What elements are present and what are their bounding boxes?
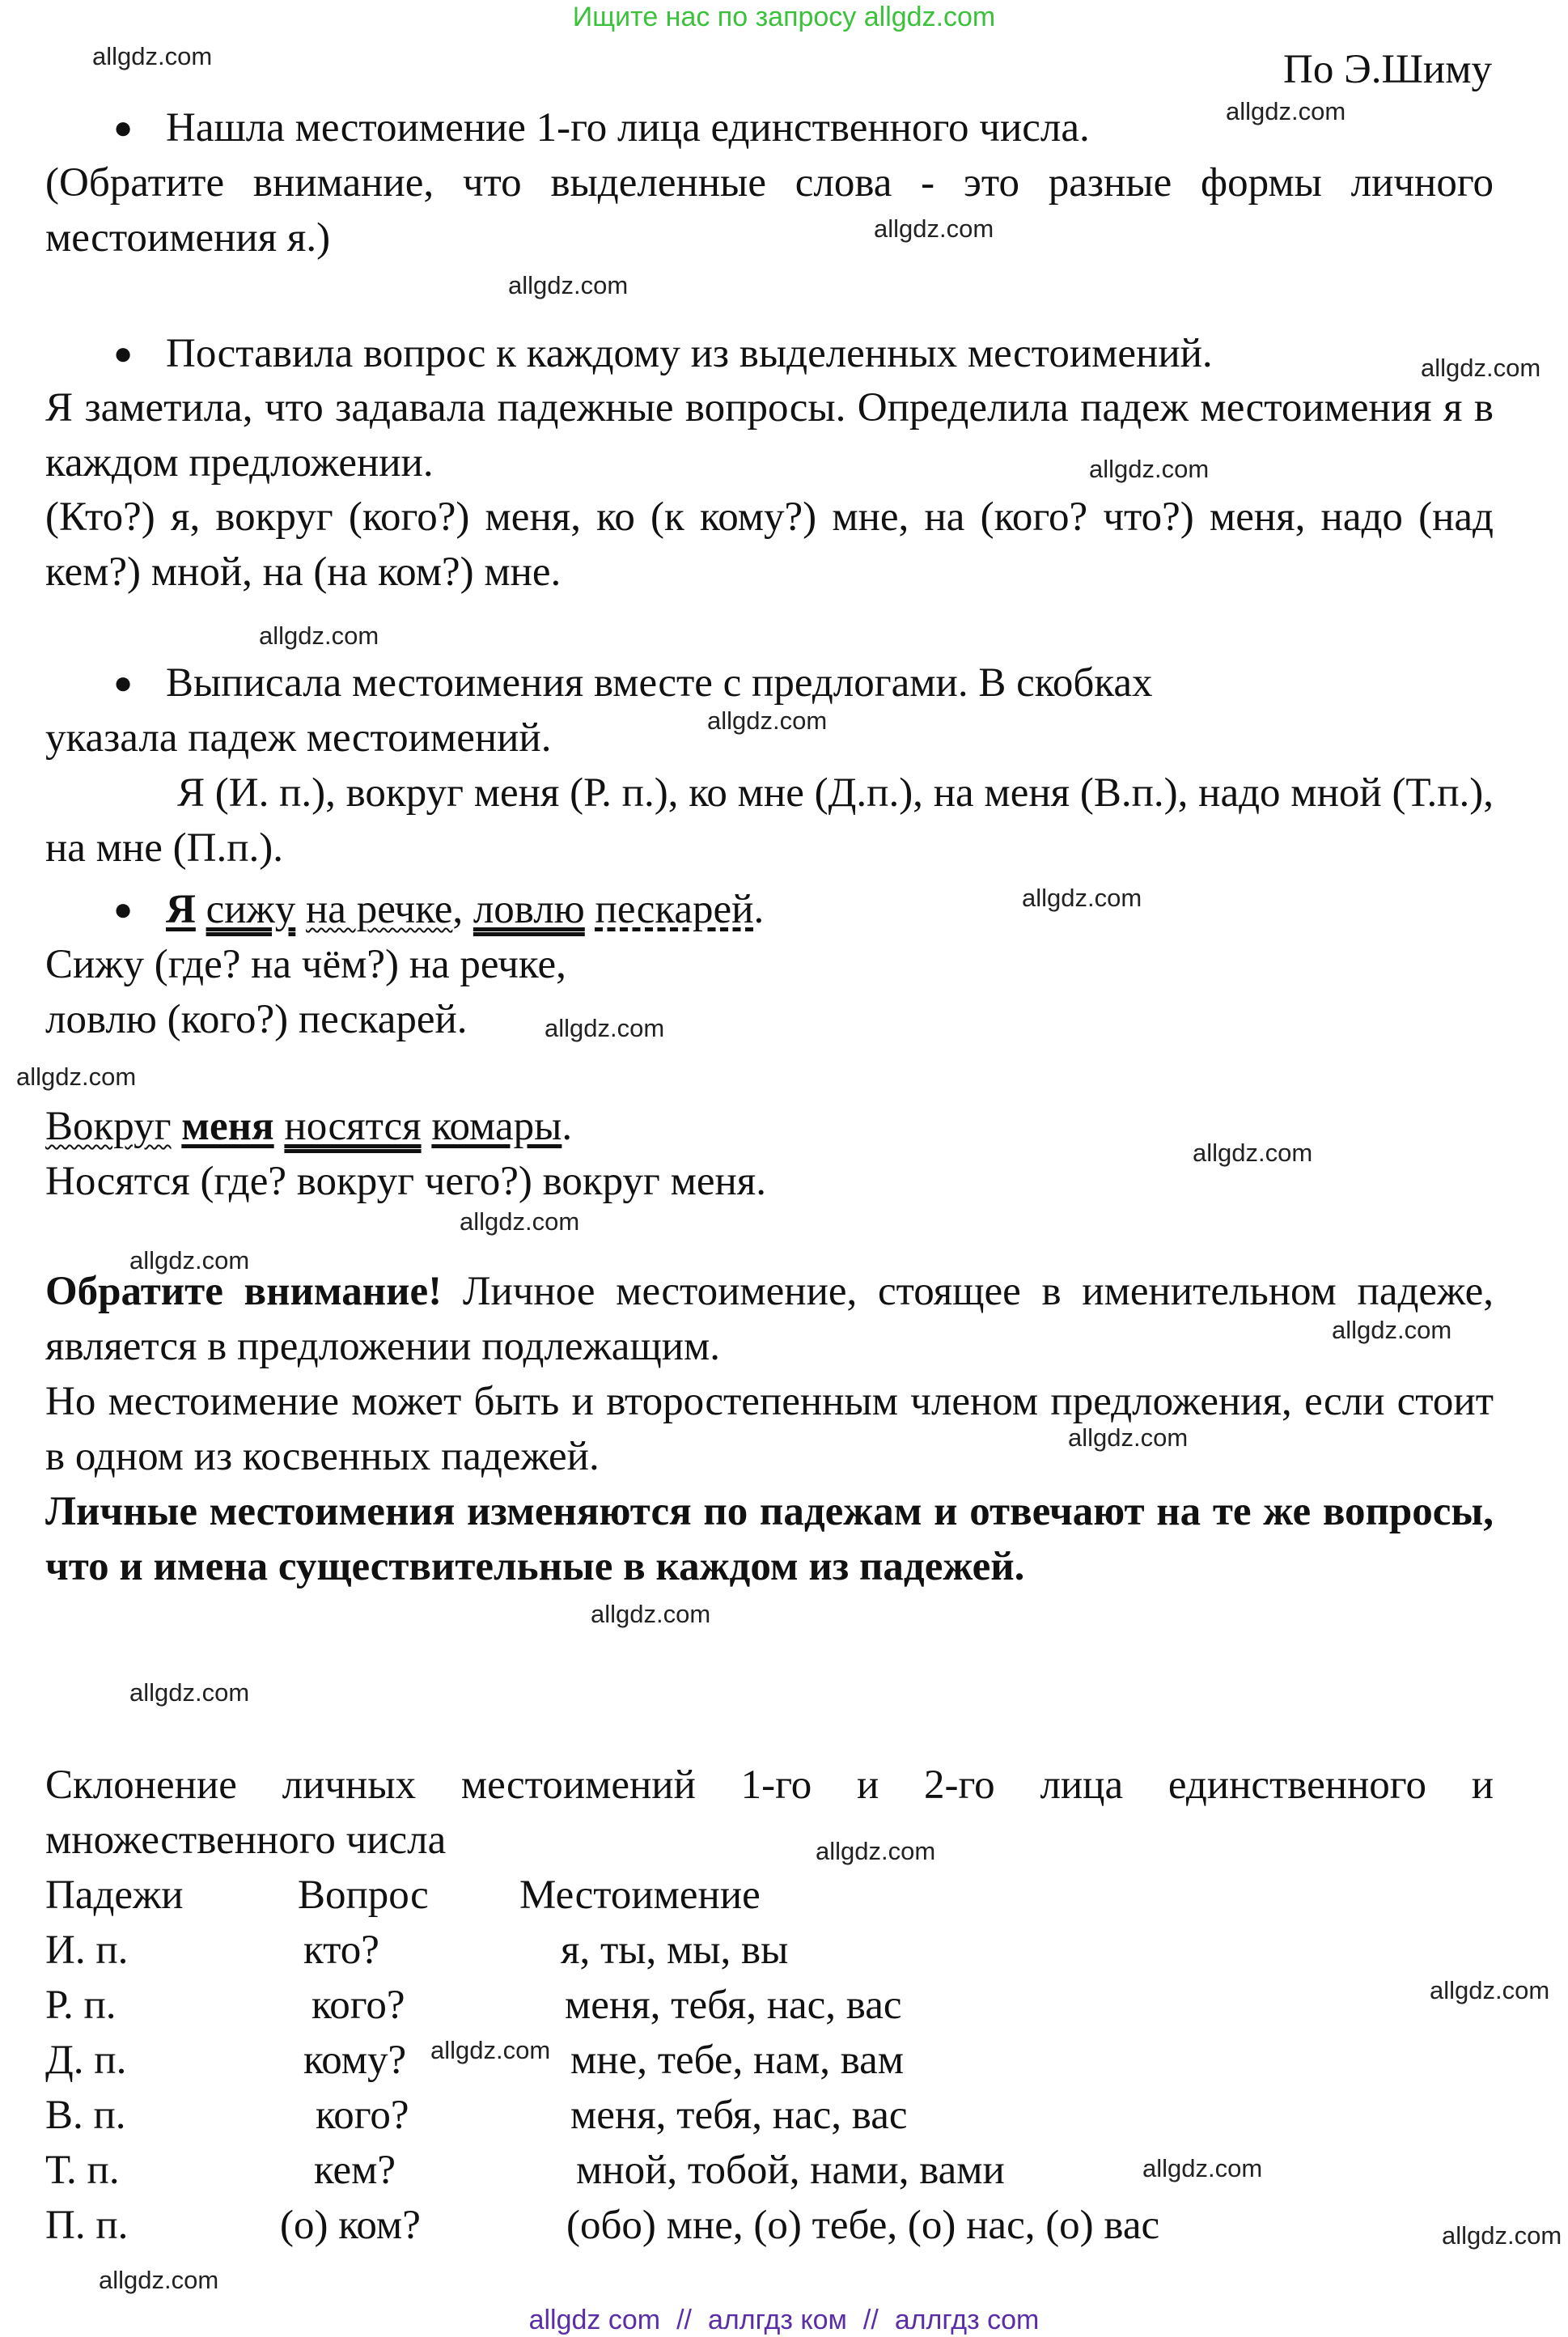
adverbial-word: Вокруг [45,1104,172,1149]
case-pronouns: мне, тебе, нам, вам [570,2038,905,2083]
watermark: allgdz.com [1430,1976,1550,2004]
watermark: allgdz.com [99,2266,219,2294]
watermark: allgdz.com [1022,884,1142,912]
case-pronouns: меня, тебя, нас, вас [570,2093,908,2138]
case-pronouns: я, ты, мы, вы [561,1928,789,1973]
watermark: allgdz.com [1332,1316,1452,1344]
watermark: allgdz.com [430,2036,551,2064]
rule-paragraph: Личные местоимения изменяются по падежам и отвечают на те же вопросы, что и имена существительные в каждом из падежей. [45,1489,1494,1589]
watermark: allgdz.com [1142,2154,1263,2182]
watermark: allgdz.com [129,1246,250,1275]
note-paragraph [45,1264,1494,1374]
bullet-1-note: (Обратите внимание, что выделенные слова - это разные формы личного местоимения я.) [45,160,1494,261]
case-label: Д. п. [45,2038,127,2083]
watermark: allgdz.com [16,1062,137,1091]
watermark: allgdz.com [1226,97,1346,125]
bullet-dot-icon: ● [113,664,133,701]
watermark: allgdz.com [545,1014,665,1042]
watermark: allgdz.com [1193,1139,1313,1167]
bullet-dot-icon: ● [113,335,133,371]
bottom-link-2[interactable]: аллгдз ком [708,2305,847,2335]
pronoun-word: меня [181,1104,274,1149]
watermark: allgdz.com [1421,354,1541,382]
header-pronoun: Местоимение [519,1873,761,1918]
adverbial-phrase: на речке [306,887,453,932]
note-heading: Обратите внимание! [45,1269,443,1314]
predicate-word-2: ловлю [473,887,585,932]
watermark: allgdz.com [1089,455,1210,483]
header-cases: Падежи [45,1873,184,1918]
case-question: кого? [311,1983,405,2028]
predicate-word: сижу [206,887,296,932]
watermark: allgdz.com [508,271,629,299]
watermark: allgdz.com [92,42,213,70]
separator: // [676,2305,693,2335]
watermark: allgdz.com [460,1207,580,1236]
subject-word: Я [166,887,196,932]
watermark: allgdz.com [591,1600,711,1628]
sentence-2 [45,1099,572,1154]
note-text: Личное местоимение, стоящее в именительном падеже, является в предложении подлежащим. [45,1269,1494,1369]
case-label: Т. п. [45,2148,120,2193]
bullet-1-text: Нашла местоимение 1-го лица единственного числа. [166,105,1090,151]
bullet-3-text: Выписала местоимения вместе с предлогами. В скобках [166,660,1153,706]
sentence-end: . [753,887,765,932]
bullet-dot-icon: ● [113,109,133,146]
separator: // [862,2305,879,2335]
header-question: Вопрос [298,1873,429,1918]
note-paragraph-2: Но местоимение может быть и второстепенным членом предложения, если стоит в одном из косвенных падежей. [45,1379,1494,1479]
watermark: allgdz.com [1068,1423,1189,1452]
bullet-3-text-2: указала падеж местоимений. [45,715,552,761]
case-label: В. п. [45,2093,126,2138]
bullet-3-paragraph: Я (И. п.), вокруг меня (Р. п.), ко мне (Д.п.), на меня (В.п.), надо мной (Т.п.), на мне (П.п.). [45,770,1494,871]
watermark: allgdz.com [129,1678,250,1707]
bottom-link-3[interactable]: аллгдз com [894,2305,1040,2335]
case-question: кем? [314,2148,396,2193]
watermark: allgdz.com [874,214,994,243]
author-credit: По Э.Шиму [1282,47,1492,92]
bullet-2-text: Поставила вопрос к каждому из выделенных местоимений. [166,331,1213,376]
sentence-1-question-1: Сижу (где? на чём?) на речке, [45,942,566,987]
sentence-1-question-2: ловлю (кого?) пескарей. [45,997,468,1042]
watermark: allgdz.com [259,621,379,650]
case-label: П. п. [45,2203,129,2248]
sentence-2-question: Носятся (где? вокруг чего?) вокруг меня. [45,1159,767,1204]
watermark: allgdz.com [816,1837,936,1865]
bottom-banner [0,2303,1568,2337]
watermark: allgdz.com [1442,2221,1562,2250]
subject-word: комары [431,1104,562,1149]
predicate-word: носятся [284,1104,422,1149]
declension-title: Склонение личных местоимений 1-го и 2-го лица единственного и множественного числа [45,1762,1494,1863]
bullet-dot-icon: ● [113,891,133,927]
case-label: Р. п. [45,1983,117,2028]
case-question: (о) ком? [280,2203,421,2248]
case-pronouns: меня, тебя, нас, вас [565,1983,902,2028]
case-question: кто? [303,1928,379,1973]
sentence-1: Я сижу на речке, ловлю пескарей. [166,887,765,932]
top-banner[interactable]: Ищите нас по запросу allgdz.com [572,2,996,32]
bottom-link-1[interactable]: allgdz com [528,2305,661,2335]
watermark: allgdz.com [707,706,828,735]
bullet-2-paragraph: Я заметила, что задавала падежные вопросы. Определила падеж местоимения я в каждом предложении. [45,385,1494,486]
case-question: кому? [303,2038,407,2083]
object-word: пескарей [595,887,754,932]
case-label: И. п. [45,1928,129,1973]
bullet-2-questions: (Кто?) я, вокруг (кого?) меня, ко (к кому?) мне, на (кого? что?) меня, надо (над кем?) мной, на (на ком?) мне. [45,494,1494,595]
case-pronouns: мной, тобой, нами, вами [576,2148,1005,2193]
case-question: кого? [316,2093,409,2138]
sentence-end: . [562,1104,573,1149]
case-pronouns: (обо) мне, (о) тебе, (о) нас, (о) вас [566,2203,1160,2248]
